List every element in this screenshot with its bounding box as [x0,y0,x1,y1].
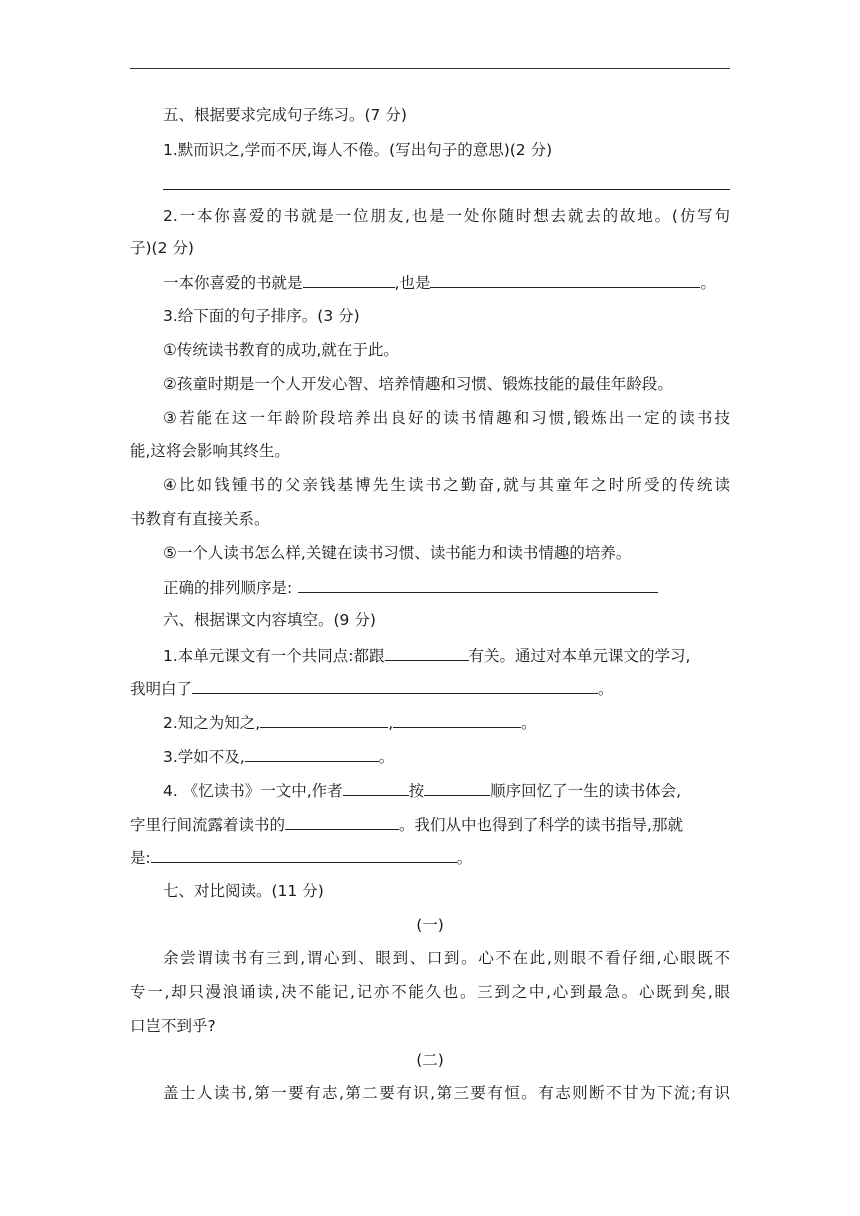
q4-text-c: 顺序回忆了一生的读书体会, [490,782,682,800]
header-rule [130,68,730,69]
section6-q4-line1 [163,779,730,802]
q1-text-b: 有关。通过对本单元课文的学习, [468,647,691,665]
q2-text-b: , [388,714,394,732]
q1-text-c: 我明白了 [130,680,193,698]
section5-q1: 1.默而识之,学而不厌,诲人不倦。(写出句子的意思)(2 分) [163,141,553,159]
q4-text-e: 。我们从中也得到了科学的读书指导,那就 [399,816,683,834]
q1-text-a: 1.本单元课文有一个共同点:都跟 [163,647,385,665]
passage1-line1: 余尝谓读书有三到,谓心到、眼到、口到。心不在此,则眼不看仔细,心眼既不 [163,949,730,967]
section5-q2-line1: 2.一本你喜爱的书就是一位朋友,也是一处你随时想去就去的故地。(仿写句 [163,207,730,225]
sentence-1: ①传统读书教育的成功,就在于此。 [163,341,399,359]
q4-text-d: 字里行间流露着读书的 [130,816,286,834]
blank-s6-q1-b[interactable] [192,677,598,694]
blank-order[interactable] [298,576,658,593]
section6-q4-line3 [130,846,730,869]
section6-q4-line2 [130,813,730,836]
q4-end: 。 [456,849,473,867]
fill-prefix: 一本你喜爱的书就是 [163,274,303,292]
q1-end: 。 [598,680,614,698]
q4-text-b: 按 [408,782,425,800]
q3-end: 。 [378,748,395,766]
fill-end: 。 [700,274,716,292]
sentence-4-line1: ④比如钱锺书的父亲钱基博先生读书之勤奋,就与其童年之时所受的传统读 [163,476,730,494]
sentence-4-line2: 书教育有直接关系。 [130,510,270,528]
section5-q2-fill [163,271,730,294]
passage2-line1: 盖士人读书,第一要有志,第二要有识,第三要有恒。有志则断不甘为下流;有识 [163,1084,730,1102]
blank-s6-q1-a[interactable] [385,644,469,661]
section5-heading: 五、根据要求完成句子练习。(7 分) [163,106,407,124]
q4-text-f: 是: [130,849,151,867]
section6-heading: 六、根据课文内容填空。(9 分) [163,611,376,629]
passage1-line3: 口岂不到乎? [130,1017,216,1035]
passage1-line2: 专一,却只漫浪诵读,决不能记,记亦不能久也。三到之中,心到最急。心既到矣,眼 [130,983,730,1001]
order-answer [163,576,730,599]
section6-q1-line1 [163,644,730,667]
sentence-2: ②孩童时期是一个人开发心智、培养情趣和习惯、锻炼技能的最佳年龄段。 [163,375,673,393]
blank-s6-q4-b[interactable] [424,779,490,796]
blank-s6-q2-b[interactable] [393,711,521,728]
section5-q2-line2: 子)(2 分) [130,239,194,257]
answer-line-q1[interactable] [163,189,730,190]
order-label: 正确的排列顺序是: [163,579,293,597]
blank-s6-q2-a[interactable] [260,711,388,728]
section6-q1-line2 [130,677,730,700]
blank-q2-b[interactable] [430,271,700,288]
sentence-3-line1: ③若能在这一年龄阶段培养出良好的读书情趣和习惯,锻炼出一定的读书技 [163,409,730,427]
q2-end: 。 [521,714,537,732]
blank-s6-q4-c[interactable] [285,813,399,830]
sentence-5: ⑤一个人读书怎么样,关键在读书习惯、读书能力和读书情趣的培养。 [163,544,632,562]
fill-mid: ,也是 [394,274,431,292]
section6-q2 [163,711,730,734]
blank-s6-q4-a[interactable] [343,779,409,796]
passage2-title: (二) [416,1051,444,1069]
section6-q3 [163,745,730,768]
q2-text-a: 2.知之为知之, [163,714,261,732]
sentence-3-line2: 能,这将会影响其终生。 [130,442,290,460]
section7-heading: 七、对比阅读。(11 分) [163,882,324,900]
q3-text-a: 3.学如不及, [163,748,245,766]
blank-s6-q3[interactable] [245,745,379,762]
passage1-title: (一) [416,916,444,934]
blank-s6-q4-d[interactable] [151,846,457,863]
section5-q3: 3.给下面的句子排序。(3 分) [163,307,360,325]
q4-text-a: 4. 《忆读书》一文中,作者 [163,782,343,800]
blank-q2-a[interactable] [303,271,395,288]
